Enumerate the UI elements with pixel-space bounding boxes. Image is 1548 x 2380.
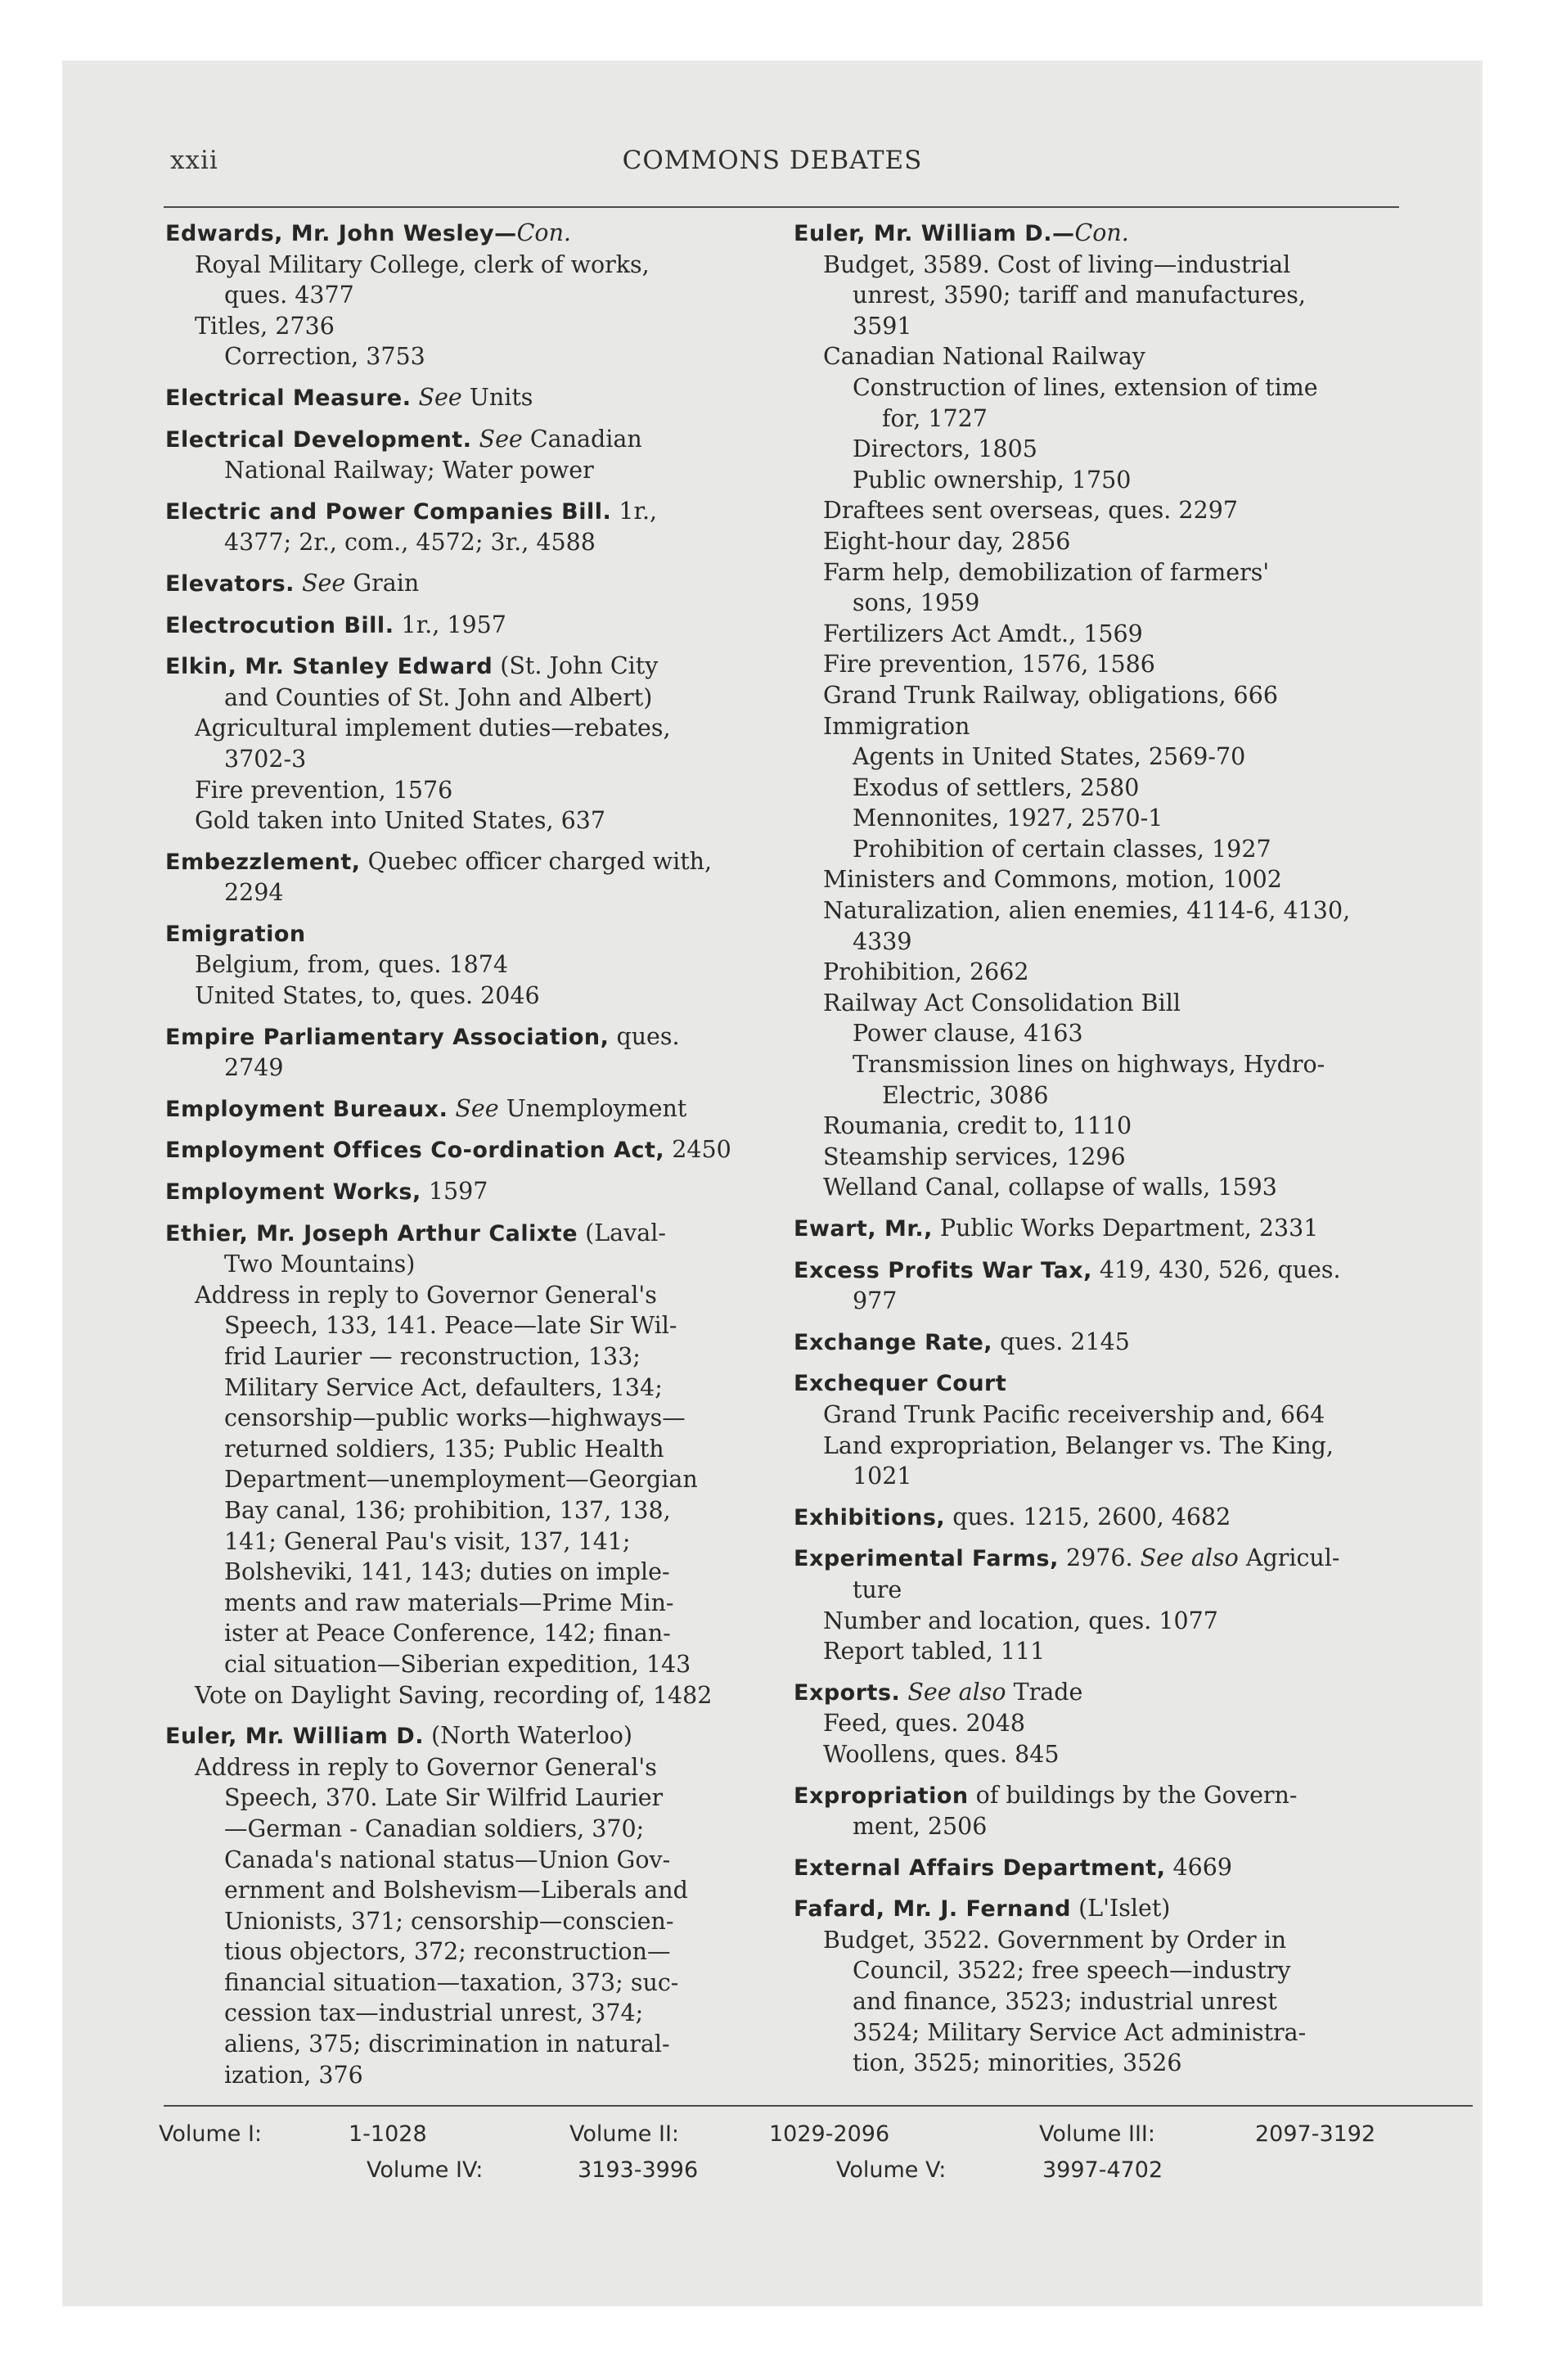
entry-heading-line [165,1720,844,1752]
entry-subline: ment, 2506 [853,1813,988,1841]
entry-heading-line [794,1213,1473,1245]
entry-heading: Electrocution Bill. [165,612,394,638]
entry-subline: 3524; Military Service Act administra- [853,2018,1307,2046]
see-reference: See [294,569,346,597]
entry-subline: Power clause, 4163 [853,1020,1083,1048]
entry-heading-line [165,1093,844,1125]
entry-reference: ques. 2145 [992,1327,1130,1355]
see-reference: See [411,383,462,411]
scanned-page [62,61,1483,2306]
index-entry [165,846,844,908]
entry-reference: 1r., [611,497,658,525]
entry-subline: Land expropriation, Belanger vs. The King, [823,1431,1334,1459]
entry-subline: —German - Canadian soldiers, 370; [224,1814,645,1842]
index-entry [794,1677,1473,1770]
entry-subline: Agents in United States, 2569-70 [853,743,1246,771]
entry-subline: cial situation—Siberian expedition, 143 [224,1650,691,1678]
entry-reference: 2450 [664,1136,731,1164]
entry-subline: 2749 [224,1054,284,1082]
entry-subline: Bolsheviki, 141, 143; duties on imple- [224,1558,670,1586]
entry-heading: Euler, Mr. William D. [165,1724,424,1750]
entry-subline: 141; General Pau's visit, 137, 141; [224,1527,631,1555]
entry-heading: Exchange Rate, [794,1329,993,1355]
entry-subline: and finance, 3523; industrial unrest [853,1988,1277,2016]
entry-heading: Euler, Mr. William D.— [794,221,1075,246]
entry-subline: Address in reply to Governor General's [195,1281,657,1309]
entry-subline: Department—unemployment—Georgian [224,1466,698,1494]
index-entry [165,1720,844,2090]
entry-heading: Employment Offices Co-ordination Act, [165,1138,665,1164]
entry-subline: Address in reply to Governor General's [195,1753,657,1781]
header-rule [164,206,1399,208]
entry-reference: 2976. [1058,1544,1133,1572]
entry-heading: Experimental Farms, [794,1546,1059,1572]
entry-heading: Excess Profits War Tax, [794,1257,1092,1283]
entry-reference: Agricul- [1238,1544,1340,1572]
entry-heading: Edwards, Mr. John Wesley— [165,221,517,246]
index-entry [165,1021,844,1084]
entry-heading-continued: Con. [516,219,571,246]
entry-subline: ister at Peace Conference, 142; finan- [224,1620,671,1648]
entry-heading-line [794,218,1473,250]
entry-subline: Prohibition, 2662 [823,958,1029,986]
index-entry [165,1134,844,1166]
entry-reference: of buildings by the Govern- [968,1781,1298,1809]
entry-subline: Unionists, 371; censorship—conscien- [224,1907,674,1935]
entry-heading: Embezzlement, [165,849,361,875]
left-column [165,218,844,2100]
see-also-reference: See also [1132,1544,1239,1572]
entry-subline: Correction, 3753 [224,343,425,371]
entry-reference: 419, 430, 526, ques. [1091,1255,1341,1283]
entry-heading-line [794,1677,1473,1709]
entry-subline: Electric, 3086 [882,1081,1049,1109]
see-reference: See [471,425,523,453]
entry-reference: (Laval- [578,1219,666,1246]
entry-reference: (St. John City [493,652,659,680]
index-entry [794,1255,1473,1317]
entry-subline: Speech, 370. Late Sir Wilfrid Laurier [224,1784,664,1812]
entry-reference: (North Waterloo) [423,1722,633,1750]
entry-subline: cession tax—industrial unrest, 374; [224,1999,644,2027]
entry-subline: aliens, 375; discrimination in natural- [224,2031,670,2058]
entry-reference: ques. 1215, 2600, 4682 [945,1503,1231,1530]
entry-heading-line [165,568,844,600]
entry-subline: Military Service Act, defaulters, 134; [224,1373,663,1401]
index-entry [165,610,844,642]
entry-heading: Exports. [794,1679,901,1706]
entry-subline: 4339 [853,927,912,955]
entry-subline: Ministers and Commons, motion, 1002 [823,866,1282,894]
entry-subline: 4377; 2r., com., 4572; 3r., 4588 [224,529,596,557]
entry-heading-line [165,1021,844,1053]
entry-heading-line [165,496,844,528]
entry-heading-continued: Con. [1074,219,1129,246]
page-header [62,146,1483,195]
entry-subline: Belgium, from, ques. 1874 [195,951,508,979]
volume-3-range: 2097-3192 [1255,2121,1376,2147]
entry-reference: Grain [345,569,420,597]
entry-reference: 4669 [1165,1853,1233,1881]
entry-heading: External Affairs Department, [794,1855,1166,1881]
entry-reference: (L'Islet) [1071,1895,1171,1922]
entry-heading-line [165,651,844,683]
index-entry [165,1093,844,1125]
entry-subline: Fire prevention, 1576, 1586 [823,651,1155,678]
index-entry [165,568,844,600]
entry-heading: Electric and Power Companies Bill. [165,498,612,525]
entry-heading-line [165,218,844,250]
entry-subline: censorship—public works—highways— [224,1404,686,1432]
entry-heading-line [165,1218,844,1250]
index-entry [165,496,844,558]
volume-1-label: Volume I: [159,2121,263,2147]
entry-heading-line [794,1502,1473,1534]
volume-2-range: 1029-2096 [769,2121,890,2147]
entry-heading: Exchequer Court [794,1371,1007,1397]
entry-subline: Canadian National Railway [823,343,1145,371]
entry-subline: for, 1727 [882,404,988,432]
entry-subline: Royal Military College, clerk of works, [195,250,650,278]
entry-subline: National Railway; Water power [224,457,594,485]
entry-subline: Number and location, ques. 1077 [823,1607,1218,1634]
entry-subline: ture [853,1575,902,1603]
entry-heading: Employment Works, [165,1179,421,1206]
entry-subline: Steamship services, 1296 [823,1143,1126,1170]
entry-heading-line [165,610,844,642]
index-entry [794,1780,1473,1842]
index-entry [165,1176,844,1208]
index-entry [165,918,844,1012]
entry-heading: Empire Parliamentary Association, [165,1024,610,1050]
volume-4-range: 3193-3996 [578,2157,699,2183]
entry-heading: Electrical Measure. [165,385,412,411]
entry-heading: Ethier, Mr. Joseph Arthur Calixte [165,1220,578,1246]
entry-subline: Exodus of settlers, 2580 [853,773,1140,801]
entry-subline: sons, 1959 [853,589,980,617]
entry-subline: 3702-3 [224,745,307,773]
index-entry [794,1852,1473,1884]
entry-subline: Mennonites, 1927, 2570-1 [853,805,1163,832]
entry-subline: Canada's national status—Union Gov- [224,1846,671,1873]
entry-reference: Trade [1006,1678,1083,1706]
see-reference: See also [900,1678,1006,1706]
index-entry [165,218,844,372]
entry-subline: Gold taken into United States, 637 [195,807,606,835]
entry-heading: Elkin, Mr. Stanley Edward [165,654,493,680]
entry-subline: 1021 [853,1463,912,1490]
volume-1-range: 1-1028 [349,2121,427,2147]
entry-subline: financial situation—taxation, 373; suc- [224,1968,679,1996]
entry-reference: Canadian [522,425,642,453]
index-entry [794,1543,1473,1666]
volume-4-label: Volume IV: [367,2157,484,2183]
entry-heading-line [794,1780,1473,1812]
entry-heading-line [794,1543,1473,1575]
entry-heading-line [794,1368,1473,1400]
entry-subline: Railway Act Consolidation Bill [823,989,1181,1016]
index-entry [794,1368,1473,1491]
entry-subline: returned soldiers, 135; Public Health [224,1435,664,1463]
entry-heading: Fafard, Mr. J. Fernand [794,1896,1072,1922]
entry-subline: Grand Trunk Pacific receivership and, 664 [823,1400,1325,1428]
entry-subline: Roumania, credit to, 1110 [823,1112,1132,1140]
entry-subline: Fertilizers Act Amdt., 1569 [823,620,1143,647]
see-reference: See [448,1094,499,1122]
entry-subline: 2294 [224,879,284,907]
entry-heading-line [794,1852,1473,1884]
entry-reference: Unemployment [498,1094,687,1122]
entry-subline: Feed, ques. 2048 [823,1710,1026,1738]
entry-heading-line [165,1176,844,1208]
entry-reference: Public Works Department, 2331 [932,1215,1319,1242]
index-entry [794,1893,1473,2079]
entry-subline: Construction of lines, extension of time [853,373,1318,401]
entry-heading: Exhibitions, [794,1504,946,1530]
entry-subline: Speech, 133, 141. Peace—late Sir Wil- [224,1312,677,1340]
page-title: COMMONS DEBATES [622,146,923,175]
entry-subline: Draftees sent overseas, ques. 2297 [823,497,1238,525]
index-entry [165,1218,844,1711]
entry-subline: Agricultural implement duties—rebates, [195,714,671,742]
entry-subline: Report tabled, 111 [823,1638,1046,1666]
volume-3-label: Volume III: [1039,2121,1155,2147]
entry-subline: Naturalization, alien enemies, 4114-6, 4130, [823,897,1351,925]
index-entry [165,651,844,836]
entry-heading-line [165,918,844,950]
entry-reference: 1597 [421,1178,488,1206]
entry-subline: Public ownership, 1750 [853,466,1132,494]
entry-heading: Ewart, Mr., [794,1216,933,1242]
entry-reference: Units [461,383,533,411]
entry-subline: Vote on Daylight Saving, recording of, 1482 [195,1681,713,1709]
entry-subline: ernment and Bolshevism—Liberals and [224,1877,688,1904]
entry-subline: ques. 4377 [224,282,354,309]
volume-2-label: Volume II: [569,2121,680,2147]
volume-5-label: Volume V: [836,2157,947,2183]
page-number: xxii [170,146,218,175]
entry-subline: unrest, 3590; tariff and manufactures, [853,282,1306,309]
index-entry [165,382,844,414]
entry-heading-line [165,382,844,414]
entry-subline: ments and raw materials—Prime Min- [224,1589,674,1616]
entry-heading-line [794,1893,1473,1925]
volume-footer [62,2107,1483,2205]
entry-heading-line [794,1255,1473,1287]
entry-heading: Expropriation [794,1783,969,1809]
entry-heading-line [165,424,844,456]
right-column [794,218,1473,2089]
entry-subline: Farm help, demobilization of farmers' [823,558,1270,586]
entry-heading: Elevators. [165,570,295,597]
index-entry [794,1502,1473,1534]
entry-heading: Employment Bureaux. [165,1096,448,1122]
entry-subline: Eight-hour day, 2856 [823,527,1071,555]
entry-heading-line [794,1327,1473,1359]
entry-subline: frid Laurier — reconstruction, 133; [224,1343,641,1370]
entry-subline: Woollens, ques. 845 [823,1740,1060,1768]
entry-subline: Titles, 2736 [195,312,335,340]
entry-subline: Immigration [823,712,970,740]
entry-subline: Directors, 1805 [853,435,1037,463]
entry-subline: Budget, 3589. Cost of living—industrial [823,250,1291,278]
entry-subline: 977 [853,1287,898,1315]
entry-heading: Emigration [165,921,306,947]
entry-subline: Bay canal, 136; prohibition, 137, 138, [224,1496,671,1524]
entry-subline: Council, 3522; free speech—industry [853,1957,1291,1985]
entry-subline: Transmission lines on highways, Hydro- [853,1051,1325,1079]
entry-subline: Budget, 3522. Government by Order in [823,1926,1287,1954]
entry-subline: Fire prevention, 1576 [195,776,453,804]
entry-subline: tious objectors, 372; reconstruction— [224,1938,671,1966]
entry-subline: Two Mountains) [224,1251,416,1278]
entry-heading-line [165,1134,844,1166]
index-entry [794,1213,1473,1245]
entry-subline: tion, 3525; minorities, 3526 [853,2049,1182,2077]
entry-reference: 1r., 1957 [394,611,506,638]
entry-subline: 3591 [853,312,912,340]
entry-heading: Electrical Development. [165,426,472,453]
entry-reference: ques. [609,1022,680,1050]
entry-subline: Welland Canal, collapse of walls, 1593 [823,1174,1277,1201]
index-entry [794,218,1473,1203]
entry-subline: and Counties of St. John and Albert) [224,683,653,711]
entry-subline: Prohibition of certain classes, 1927 [853,835,1271,863]
volume-5-range: 3997-4702 [1042,2157,1163,2183]
entry-subline: Grand Trunk Railway, obligations, 666 [823,681,1278,709]
entry-reference: Quebec officer charged with, [360,847,713,875]
index-entry [794,1327,1473,1359]
index-entry [165,424,844,486]
entry-subline: ization, 376 [224,2061,363,2089]
entry-subline: United States, to, ques. 2046 [195,982,540,1010]
entry-heading-line [165,846,844,878]
